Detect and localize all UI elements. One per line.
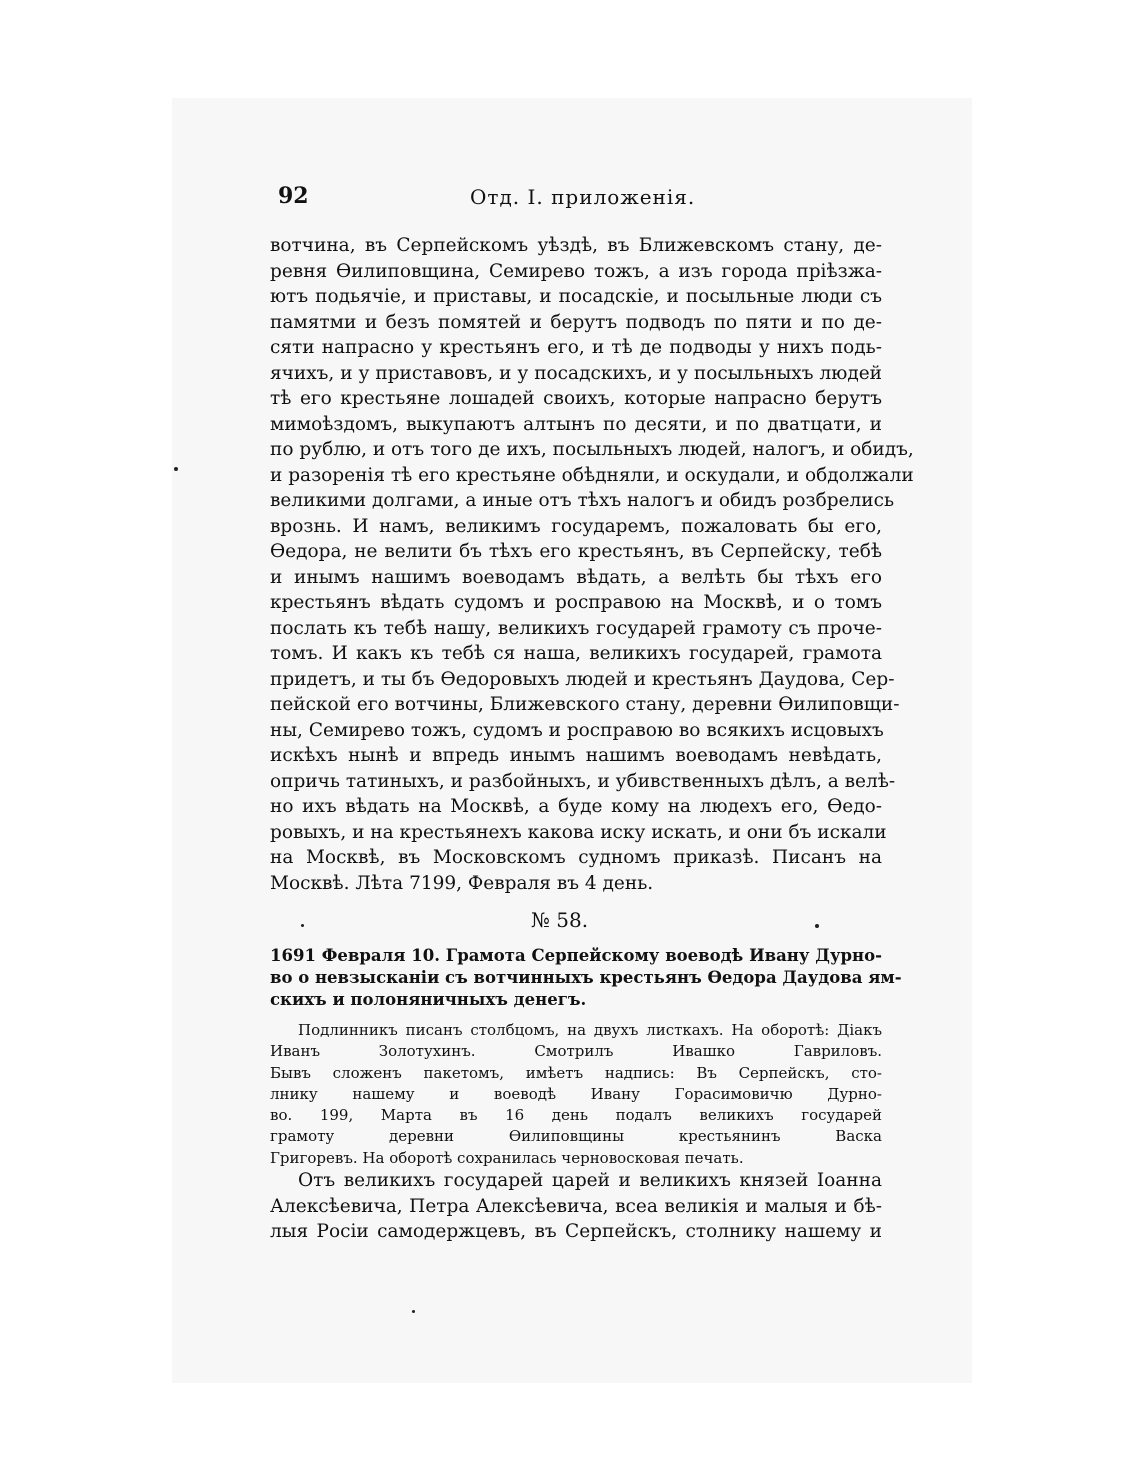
- text-line: ютъ подьячіе, и приставы, и посадскіе, и посыльные люди съ: [270, 286, 882, 307]
- summary-line: скихъ и полоняничныхъ денегъ.: [270, 990, 587, 1009]
- print-speck: [412, 1310, 415, 1313]
- document-number: № 58.: [531, 908, 589, 932]
- text-line: Москвѣ. Лѣта 7199, Февраля въ 4 день.: [270, 872, 654, 894]
- grant-line: Алексѣевича, Петра Алексѣевича, всеа великія и малыя и бѣ-: [270, 1195, 882, 1217]
- note-line: грамоту деревни Ѳилиповщины крестьянинъ Васка: [270, 1127, 882, 1146]
- text-line: и инымъ нашимъ воеводамъ вѣдать, а велѣть бы тѣхъ его: [270, 566, 882, 588]
- print-speck: [815, 924, 819, 928]
- text-line: придетъ, и ты бъ Ѳедоровыхъ людей и крестьянъ Даудова, Сер-: [270, 668, 895, 690]
- text-line: на Москвѣ, въ Московскомъ судномъ приказѣ. Писанъ на: [270, 847, 882, 868]
- text-line: ячихъ, и у приставовъ, и у посадскихъ, и у посыльныхъ людей: [270, 362, 882, 384]
- text-line: томъ. И какъ къ тебѣ ся наша, великихъ государей, грамота: [270, 643, 882, 664]
- note-line: Подлинникъ писанъ столбцомъ, на двухъ листкахъ. На оборотѣ: Діакъ: [298, 1021, 882, 1039]
- text-line: крестьянъ вѣдать судомъ и росправою на Москвѣ, и о томъ: [270, 592, 882, 613]
- note-line: Григоревъ. На оборотѣ сохранилась черновосковая печать.: [270, 1148, 744, 1167]
- text-line: Ѳедора, не велити бъ тѣхъ его крестьянъ, въ Серпейску, тебѣ: [270, 541, 882, 562]
- text-line: ны, Семирево тожъ, судомъ и росправою во всякихъ исцовыхъ: [270, 719, 884, 741]
- main-text: [270, 233, 914, 896]
- text-line: послать къ тебѣ нашу, великихъ государей грамоту съ прочe-: [270, 617, 882, 639]
- text-line: опричь татиныхъ, и разбойныхъ, и убивственныхъ дѣлъ, а велѣ-: [270, 770, 896, 792]
- running-head: Отд. I. приложенія.: [470, 185, 696, 209]
- grant-text: [270, 1168, 882, 1245]
- text-line: пейской его вотчины, Ближевского стану, деревни Ѳилиповщи-: [270, 694, 900, 715]
- summary-line: во о невзыcканіи съ вотчинныхъ крестьянъ Ѳедора Даудова ям-: [270, 968, 902, 987]
- print-speck: [301, 924, 304, 927]
- summary-line: 1691 Февраля 10. Грамота Серпейскому воеводѣ Ивану Дурно-: [270, 946, 882, 965]
- page-number: 92: [278, 183, 309, 209]
- text-line: ревня Ѳилиповщина, Семирево тожъ, а изъ города пріѣзжа-: [270, 260, 882, 282]
- text-line: но ихъ вѣдать на Москвѣ, а буде кому на людехъ его, Ѳедо-: [270, 796, 882, 817]
- text-line: мимоѣздомъ, выкупаютъ алтынъ по десяти, и по дватцати, и: [270, 413, 882, 435]
- text-line: памятми и безъ помятей и берутъ подводъ по пяти и по де-: [270, 311, 882, 333]
- note-line: во. 199, Марта въ 16 день подалъ великихъ государей: [270, 1106, 882, 1125]
- document-summary: [270, 945, 902, 1011]
- page-header: [270, 183, 878, 217]
- text-line: тѣ его крестьяне лошадей своихъ, которые напрасно берутъ: [270, 388, 882, 409]
- archival-note: [270, 1020, 882, 1169]
- grant-line: Отъ великихъ государей царей и великихъ князей Іоанна: [298, 1170, 882, 1191]
- note-line: Бывъ сложенъ пакетомъ, имѣетъ надпись: Въ Серпейскъ, сто-: [270, 1063, 882, 1082]
- text-line: ровыхъ, и на крестьянехъ какова иску искать, и они бъ искали: [270, 821, 887, 843]
- print-speck: [174, 467, 178, 471]
- note-line: лнику нашему и воеводѣ Ивану Горасимовичю Дурно-: [270, 1084, 882, 1103]
- note-line: Иванъ Золотухинъ. Смотрилъ Ивашко Гавриловъ.: [270, 1042, 882, 1061]
- text-line: и разоренія тѣ его крестьяне обѣдняли, и оскудали, и обдолжали: [270, 464, 914, 486]
- text-line: врознь. И намъ, великимъ государемъ, пожаловать бы его,: [270, 515, 882, 537]
- text-line: сяти напрасно у крестьянъ его, и тѣ де подводы у нихъ подь-: [270, 337, 882, 358]
- text-line: искѣхъ нынѣ и впредь инымъ нашимъ воеводамъ невѣдать,: [270, 745, 882, 766]
- text-line: великими долгами, а иные отъ тѣхъ налогъ и обидъ розбрелись: [270, 490, 895, 511]
- grant-line: лыя Росіи самодержцевъ, въ Серпейскъ, столнику нашему и: [270, 1221, 882, 1242]
- text-line: вотчина, въ Серпейскомъ уѣздѣ, въ Ближевскомъ стану, де-: [270, 235, 882, 256]
- text-line: по рублю, и отъ того де ихъ, посыльныхъ людей, налогъ, и обидъ,: [270, 439, 914, 460]
